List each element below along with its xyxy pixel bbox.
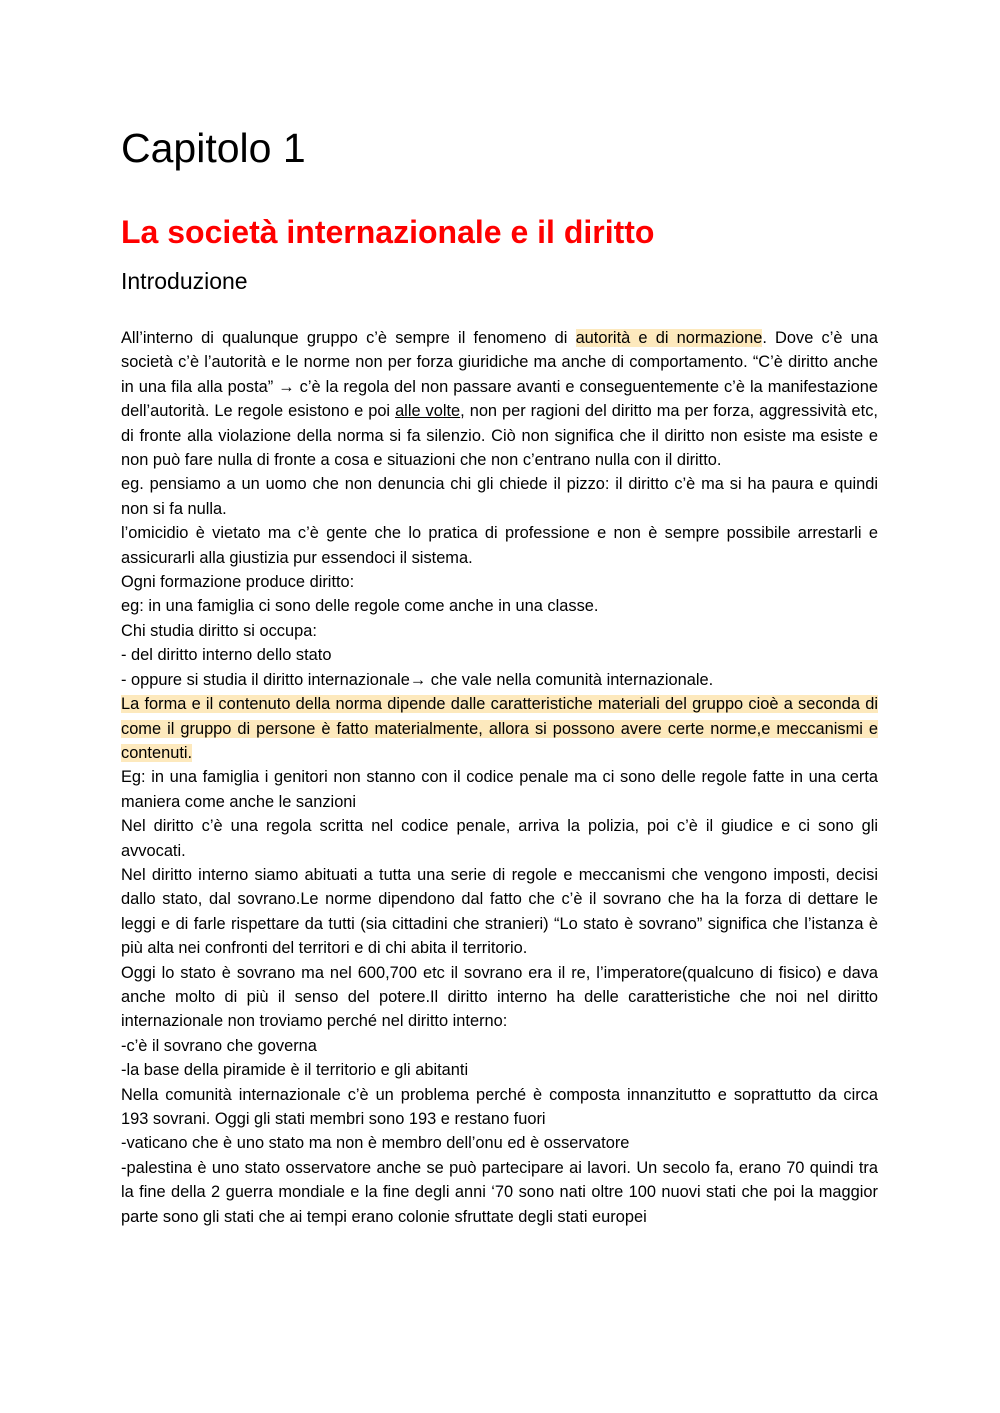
body-text bbox=[121, 326, 878, 1229]
list-item: -c’è il sovrano che governa bbox=[121, 1036, 317, 1055]
paragraph: Nel diritto c’è una regola scritta nel codice penale, arriva la polizia, poi c’è il giudice e ci sono gli avvocati. bbox=[121, 817, 878, 860]
paragraph: Ogni formazione produce diritto: bbox=[121, 573, 355, 592]
paragraph-highlighted bbox=[121, 692, 878, 765]
highlighted-text: La forma e il contenuto della norma dipende dalle caratteristiche materiali del gruppo cioè a seconda di come il gruppo di persone è fatto materialmente, allora si possono avere certe norme,e meccanismi e contenuti. bbox=[121, 695, 878, 762]
chapter-heading: Capitolo 1 bbox=[121, 125, 306, 171]
paragraph: Chi studia diritto si occupa: bbox=[121, 621, 317, 640]
section-title: La società internazionale e il diritto bbox=[121, 214, 655, 250]
paragraph: l’omicidio è vietato ma c’è gente che lo pratica di professione e non è sempre possibile arrestarli e assicurarli alla giustizia pur essendoci il sistema. bbox=[121, 524, 878, 567]
paragraph: eg. pensiamo a un uomo che non denuncia chi gli chiede il pizzo: il diritto c’è ma si ha paura e quindi non si fa nulla. bbox=[121, 475, 878, 518]
list-item: - del diritto interno dello stato bbox=[121, 646, 332, 665]
underlined-text: alle volte bbox=[395, 402, 461, 421]
paragraph: Nella comunità internazionale c’è un problema perché è composta innanzitutto e soprattutto da circa 193 sovrani. Oggi gli stati membri sono 193 e restano fuori bbox=[121, 1085, 878, 1128]
subsection-heading: Introduzione bbox=[121, 268, 248, 294]
text-span: , non per ragioni del diritto ma per forza, aggressività etc, di fronte alla violazione della norma si fa silenzio. Ciò non significa che il diritto non esiste ma esiste e non può fare nulla di fronte a cosa e situazioni che non c’entrano nulla con il diritto. bbox=[121, 402, 878, 470]
list-item: -palestina è uno stato osservatore anche se può partecipare ai lavori. Un secolo fa, erano 70 quindi tra la fine della 2 guerra mondiale e la fine degli anni ‘70 sono nati oltre 100 nuovi stati che poi la maggior parte sono gli stati che ai tempi erano colonie sfruttate degli stati europei bbox=[121, 1158, 878, 1226]
paragraph: Eg: in una famiglia i genitori non stanno con il codice penale ma ci sono delle regole fatte in una certa maniera come anche le sanzioni bbox=[121, 768, 878, 811]
list-item: - oppure si studia il diritto internazionale→ che vale nella comunità internazionale. bbox=[121, 670, 714, 689]
list-item: -vaticano che è uno stato ma non è membro dell’onu ed è osservatore bbox=[121, 1134, 630, 1153]
paragraph-intro bbox=[121, 326, 878, 472]
text-span: . Dove c’è una società c’è l’autorità e le norme non per forza giuridiche ma anche di comportamento. “C’è diritto anche in una fila alla posta” → c’è la regola del non passare avanti e conseguentemente c’è la manifestazione dell’autorità. Le regole esistono e poi bbox=[121, 329, 878, 421]
paragraph: Nel diritto interno siamo abituati a tutta una serie di regole e meccanismi che vengono imposti, decisi dallo stato, dal sovrano.Le norme dipendono dal fatto che c’è il sovrano che ha la forza di dettare le leggi e di farle rispettare da tutti (sia cittadini che stranieri) “Lo stato è sovrano” significa che l’istanza è più alta nei confronti del territori e di chi abita il territorio. bbox=[121, 865, 878, 958]
paragraph: Oggi lo stato è sovrano ma nel 600,700 etc il sovrano era il re, l’imperatore(qualcuno di fisico) e dava anche molto di più il senso del potere.Il diritto interno ha delle caratteristiche che noi nel diritto internazionale non troviamo perché nel diritto interno: bbox=[121, 963, 878, 1031]
list-item: -la base della piramide è il territorio e gli abitanti bbox=[121, 1061, 469, 1080]
paragraph: eg: in una famiglia ci sono delle regole come anche in una classe. bbox=[121, 597, 599, 616]
highlighted-text: autorità e di normazione bbox=[575, 329, 763, 347]
text-span: All’interno di qualunque gruppo c’è sempre il fenomeno di bbox=[121, 329, 576, 347]
